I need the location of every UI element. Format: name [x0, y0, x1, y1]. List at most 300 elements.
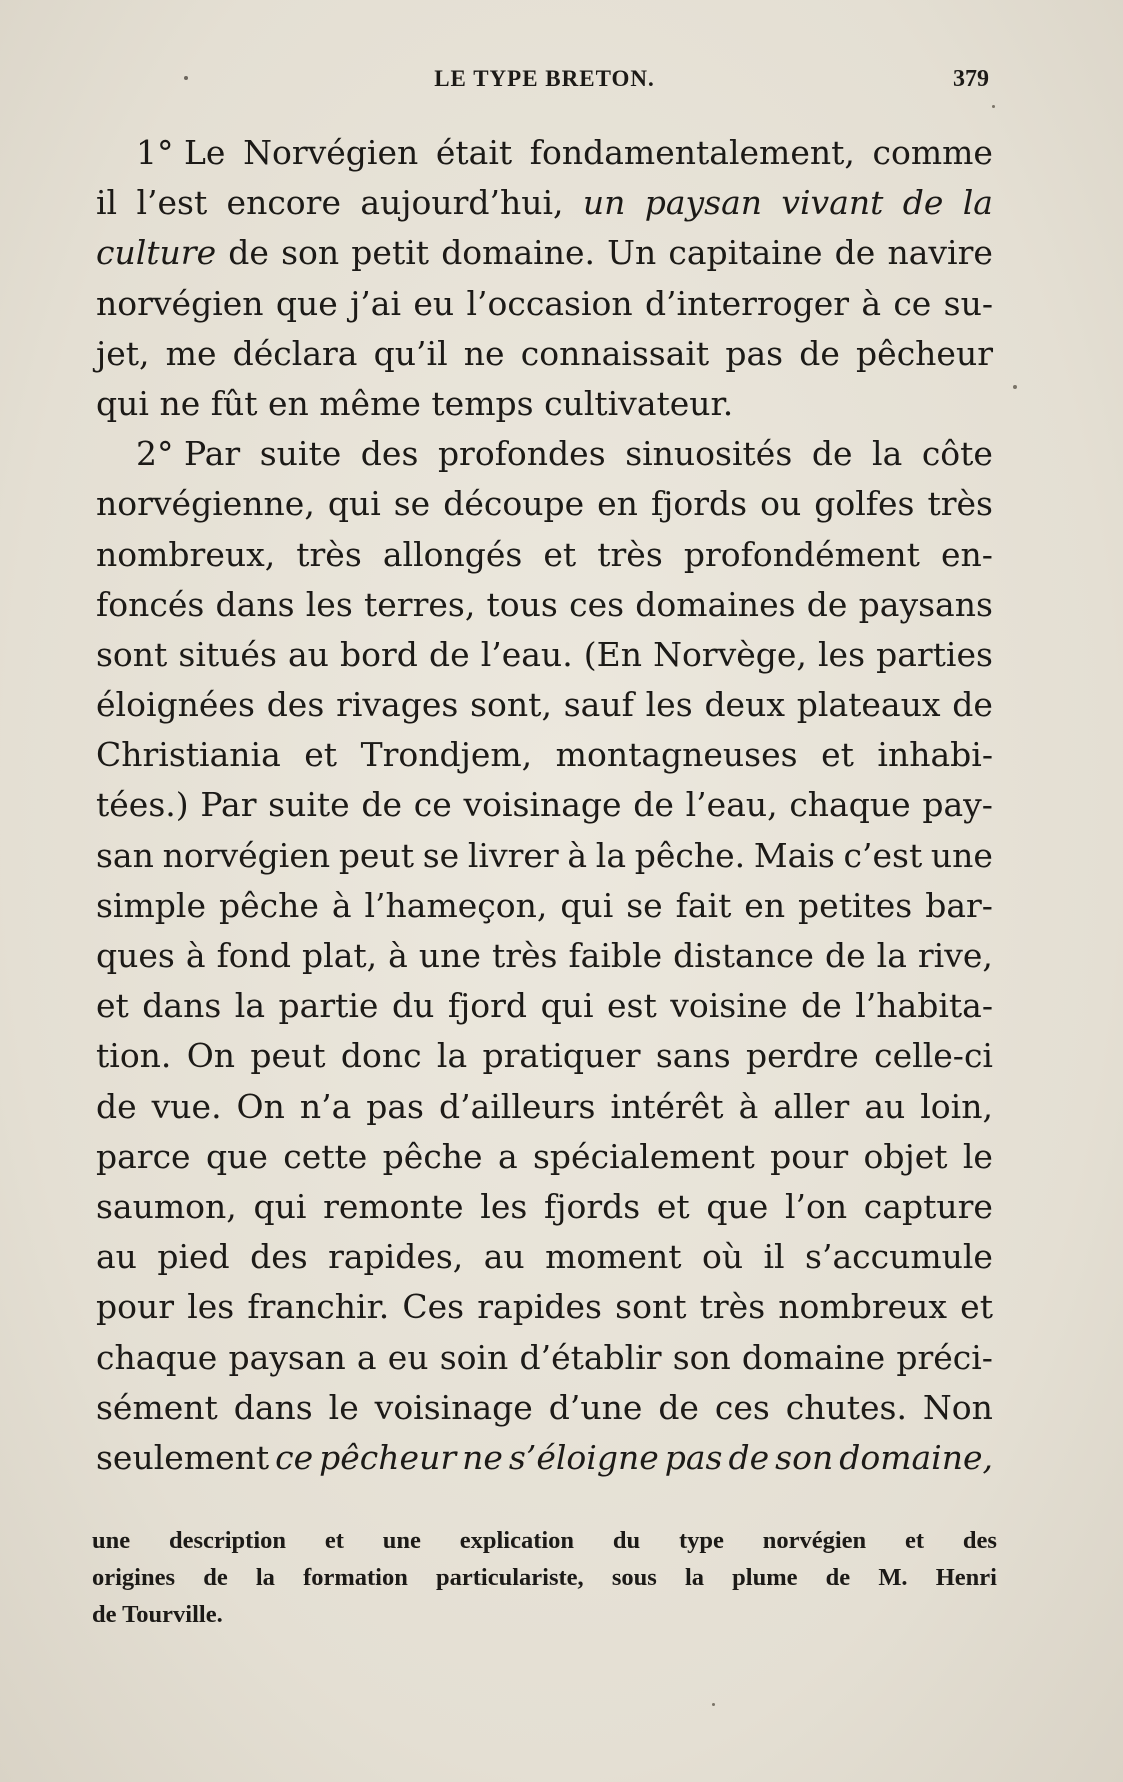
- text-line: [96, 630, 993, 680]
- word: fût: [210, 383, 258, 423]
- word: donc: [340, 1036, 422, 1076]
- word: Christiania: [96, 735, 281, 775]
- italic-word: ne: [462, 1437, 503, 1477]
- word: pas: [725, 333, 784, 373]
- italic-word: de: [902, 183, 944, 223]
- italic-word: culture: [96, 233, 217, 273]
- word: de: [228, 233, 269, 273]
- footnote-word: et: [904, 1527, 925, 1554]
- word: Norvège,: [653, 634, 807, 674]
- word: dans: [142, 986, 222, 1026]
- footnote-word: explication: [459, 1527, 575, 1554]
- word: partie: [278, 986, 379, 1026]
- word: sont,: [470, 685, 552, 725]
- text-line: [96, 1433, 993, 1483]
- text-line: [96, 780, 993, 830]
- text-line: [96, 1031, 993, 1081]
- word: nombreux,: [96, 534, 276, 574]
- word: tées.): [96, 785, 189, 825]
- word: et: [304, 735, 338, 775]
- word: de: [806, 584, 848, 624]
- word: de: [801, 986, 842, 1026]
- footnote-word: des: [962, 1527, 997, 1554]
- word: les: [645, 685, 693, 725]
- body-text: [96, 128, 993, 1483]
- word: se: [422, 835, 460, 875]
- word: rive,: [917, 936, 993, 975]
- word: vue.: [151, 1086, 222, 1126]
- word: il: [763, 1237, 785, 1277]
- word: faible: [568, 936, 663, 975]
- word: de: [633, 785, 674, 825]
- word: On: [236, 1086, 285, 1126]
- word: de: [96, 1086, 137, 1126]
- word: profondes: [437, 434, 606, 474]
- word: il: [96, 183, 118, 223]
- word: parce: [96, 1136, 191, 1176]
- word: peut: [338, 835, 414, 875]
- word: éloignées: [96, 685, 255, 725]
- word: perdre: [745, 1036, 859, 1076]
- word: au: [864, 1086, 906, 1126]
- word: d’ailleurs: [438, 1086, 596, 1126]
- word: une: [418, 936, 481, 975]
- word: jet,: [96, 333, 150, 373]
- word: chutes.: [785, 1387, 907, 1427]
- text-line: [96, 881, 993, 931]
- word: sont: [615, 1287, 687, 1327]
- word: des: [250, 1237, 308, 1277]
- word: voisinage: [374, 1387, 533, 1427]
- word: eu: [413, 283, 455, 323]
- word: de: [824, 936, 866, 975]
- word: de: [811, 434, 853, 474]
- text-line: [96, 1082, 993, 1132]
- word: d’une: [548, 1387, 643, 1427]
- word: domaine: [741, 1337, 886, 1377]
- text-line: [96, 1232, 993, 1282]
- word: les: [480, 1186, 528, 1226]
- word: qui: [253, 1186, 307, 1226]
- word: pour: [96, 1287, 175, 1327]
- word: qu’il: [373, 333, 448, 373]
- word: était: [435, 133, 513, 172]
- word: comme: [872, 133, 993, 172]
- footnote-word: de: [825, 1564, 851, 1591]
- word: rapides,: [328, 1237, 464, 1277]
- text-line: [96, 680, 993, 730]
- footnote-word: la: [684, 1564, 704, 1591]
- word: en: [267, 383, 309, 423]
- word: en: [744, 885, 786, 925]
- word: chaque: [789, 785, 911, 825]
- word: foncés: [96, 584, 205, 624]
- footnote-word: et: [324, 1527, 344, 1554]
- footnote-line: [92, 1559, 997, 1596]
- word: ce: [413, 785, 452, 825]
- word: l’eau,: [685, 785, 778, 825]
- word: pour: [770, 1136, 849, 1176]
- word: fait: [675, 885, 732, 925]
- word: me: [165, 333, 217, 373]
- italic-word: son: [775, 1437, 834, 1477]
- word: bord: [339, 634, 418, 674]
- word: moment: [545, 1237, 682, 1277]
- word: rivages: [336, 685, 459, 725]
- word: l’hameçon,: [364, 885, 548, 925]
- text-line: [96, 580, 993, 630]
- word: a: [497, 1136, 518, 1176]
- word: fjord: [447, 986, 528, 1026]
- text-line: [96, 379, 993, 429]
- word: à: [861, 283, 881, 323]
- word: norvégienne,: [96, 484, 315, 524]
- word: aujourd’hui,: [360, 183, 564, 223]
- word: même: [319, 383, 421, 423]
- word: plat,: [302, 936, 378, 975]
- text-line: [96, 831, 993, 881]
- word: plateaux: [796, 685, 941, 725]
- word: Non: [922, 1387, 993, 1427]
- word: suite: [268, 785, 350, 825]
- word: nombreux: [778, 1287, 948, 1327]
- word: des: [266, 685, 325, 725]
- word: san: [96, 835, 154, 875]
- text-line: [96, 1282, 993, 1332]
- word: distance: [673, 936, 814, 975]
- word: qui: [540, 986, 594, 1026]
- word: remonte: [323, 1186, 464, 1226]
- word: (En: [583, 634, 642, 674]
- word: d’établir: [519, 1337, 662, 1377]
- text-line: [96, 530, 993, 580]
- footnote-word: type: [678, 1527, 724, 1554]
- word: fjords: [650, 484, 748, 524]
- footnote-word: sous: [611, 1564, 657, 1591]
- word: Norvégien: [243, 133, 419, 172]
- text-line: [96, 178, 993, 228]
- italic-word: vivant: [781, 183, 884, 223]
- word: la: [876, 936, 907, 975]
- word: bar-: [925, 885, 993, 925]
- page-header: [96, 62, 993, 102]
- word: son: [281, 233, 340, 273]
- word: sauf: [563, 685, 634, 725]
- word: ou: [760, 484, 802, 524]
- italic-word: paysan: [644, 183, 763, 223]
- word: spécialement: [533, 1136, 755, 1176]
- word: très: [296, 534, 362, 574]
- footnote-word: origines: [92, 1564, 176, 1591]
- word: très: [597, 534, 663, 574]
- word: les: [305, 584, 353, 624]
- word: pêche: [382, 1136, 483, 1176]
- word: en-: [941, 534, 993, 574]
- word: qui: [96, 383, 149, 423]
- text-line: [96, 279, 993, 329]
- word: tous: [486, 584, 558, 624]
- word: celle-ci: [874, 1036, 993, 1076]
- word: pay-: [922, 785, 993, 825]
- text-line: [96, 228, 993, 278]
- ink-speck: [712, 1703, 715, 1706]
- ink-speck: [992, 105, 995, 108]
- word: inhabi-: [877, 735, 993, 775]
- running-head: LE TYPE BRETON.: [434, 66, 655, 91]
- word: ne: [159, 383, 201, 423]
- word: Trondjem,: [360, 735, 533, 775]
- word: et: [96, 986, 129, 1026]
- footnote-word: Henri: [935, 1564, 997, 1591]
- word: deux: [704, 685, 785, 725]
- word: l’habita-: [855, 986, 993, 1026]
- word: la: [436, 1036, 468, 1076]
- word: le: [962, 1136, 993, 1176]
- word: très: [699, 1287, 766, 1327]
- footnote-word: plume: [732, 1564, 798, 1591]
- italic-word: ce: [275, 1437, 314, 1477]
- footnote-word: de: [203, 1564, 228, 1591]
- word: cette: [283, 1136, 368, 1176]
- word: à: [388, 936, 408, 975]
- word: pas: [366, 1086, 424, 1126]
- page-number: 379: [953, 66, 989, 92]
- word: fond: [216, 936, 292, 975]
- word: n’a: [299, 1086, 352, 1126]
- word: norvégien: [96, 283, 264, 323]
- word: qui: [327, 484, 381, 524]
- word: Ces: [402, 1287, 465, 1327]
- word: rapides: [477, 1287, 602, 1327]
- word: saumon,: [96, 1186, 237, 1226]
- word: se: [626, 885, 663, 925]
- word: sément: [96, 1387, 218, 1427]
- word: paysans: [858, 584, 993, 624]
- word: j’ai: [350, 283, 402, 323]
- word: golfes: [814, 484, 915, 524]
- text-line: [96, 329, 993, 379]
- italic-word: pas: [664, 1437, 723, 1477]
- footnote-word: formation: [303, 1564, 408, 1591]
- word: allongés: [382, 534, 523, 574]
- word: et: [543, 534, 577, 574]
- ink-speck: [1013, 385, 1017, 389]
- text-line: [96, 1132, 993, 1182]
- footnote-word: la: [255, 1564, 275, 1591]
- footnote-line: de Tourville.: [92, 1601, 223, 1628]
- word: ces: [569, 584, 625, 624]
- word: où: [701, 1237, 744, 1277]
- word: connaissait: [520, 333, 710, 373]
- italic-word: s’éloigne: [508, 1437, 659, 1477]
- word: capitaine: [668, 233, 823, 273]
- word: livrer: [467, 835, 559, 875]
- word: objet: [863, 1136, 948, 1176]
- word: de: [361, 785, 403, 825]
- text-line: [96, 1333, 993, 1383]
- word: les: [187, 1287, 235, 1327]
- word: 1° Le: [136, 133, 226, 172]
- italic-word: pêcheur: [319, 1437, 457, 1477]
- word: su-: [943, 283, 993, 323]
- word: sinuosités: [625, 434, 793, 474]
- word: petit: [351, 233, 430, 273]
- word: domaines: [635, 584, 796, 624]
- word: au: [287, 634, 329, 674]
- word: des: [360, 434, 419, 474]
- word: Par: [200, 785, 257, 825]
- word: a: [356, 1337, 377, 1377]
- word: fondamentalement,: [529, 133, 855, 172]
- word: intérêt: [610, 1086, 724, 1126]
- word: la: [234, 986, 266, 1026]
- word: capture: [863, 1186, 993, 1226]
- word: l’on: [784, 1186, 848, 1226]
- word: voisine: [670, 986, 788, 1026]
- word: d’interroger: [644, 283, 849, 323]
- word: suite: [259, 434, 342, 474]
- word: préci-: [896, 1337, 993, 1377]
- word: du: [391, 986, 435, 1026]
- text-line: [96, 931, 993, 981]
- word: loin,: [920, 1086, 993, 1126]
- word: encore: [226, 183, 341, 223]
- word: domaine.: [441, 233, 595, 273]
- text-line: [96, 1182, 993, 1232]
- word: l’est: [136, 183, 208, 223]
- text-line: [96, 981, 993, 1031]
- text-line: [96, 479, 993, 529]
- word: soin: [439, 1337, 509, 1377]
- word: chaque: [96, 1337, 218, 1377]
- word: déclara: [232, 333, 358, 373]
- italic-word: un: [582, 183, 626, 223]
- word: au: [483, 1237, 525, 1277]
- footnote-word: une: [92, 1527, 131, 1554]
- footnote-line: [92, 1522, 997, 1559]
- word: Mais: [753, 835, 835, 875]
- word: temps: [431, 383, 534, 423]
- word: profondément: [683, 534, 920, 574]
- word: paysan: [228, 1337, 346, 1377]
- word: ne: [463, 333, 505, 373]
- word: que: [205, 1136, 268, 1176]
- word: le: [328, 1387, 359, 1427]
- word: à: [567, 835, 588, 875]
- word: petites: [798, 885, 913, 925]
- word: eu: [387, 1337, 429, 1377]
- word: aller: [773, 1086, 850, 1126]
- word: c’est: [843, 835, 923, 875]
- word: côte: [921, 434, 993, 474]
- word: se: [393, 484, 431, 524]
- word: la: [595, 835, 627, 875]
- footnote-word: description: [168, 1527, 287, 1554]
- word: 2° Par: [136, 434, 241, 474]
- footnote-word: particulariste,: [436, 1564, 584, 1591]
- footnote-word: du: [612, 1527, 641, 1554]
- word: pêche: [218, 885, 319, 925]
- word: l’occasion: [466, 283, 633, 323]
- word: que: [706, 1186, 769, 1226]
- footnote-word: norvégien: [762, 1527, 867, 1554]
- word: l’eau.: [480, 634, 573, 674]
- text-line: [96, 429, 993, 479]
- word: dans: [215, 584, 295, 624]
- word: sans: [655, 1036, 731, 1076]
- word: pêche.: [634, 835, 746, 875]
- word: ces: [714, 1387, 770, 1427]
- word: de: [799, 333, 840, 373]
- word: norvégien: [162, 835, 331, 875]
- word: situés: [178, 634, 277, 674]
- word: fjords: [544, 1186, 641, 1226]
- word: s’accumule: [805, 1237, 993, 1277]
- word: en: [597, 484, 638, 524]
- word: parties: [876, 634, 993, 674]
- word: et: [656, 1186, 690, 1226]
- word: au: [96, 1237, 137, 1277]
- word: peut: [250, 1036, 326, 1076]
- word: à: [331, 885, 352, 925]
- italic-word: domaine,: [839, 1437, 993, 1477]
- word: pratiquer: [482, 1036, 641, 1076]
- word: de: [428, 634, 470, 674]
- word: et: [821, 735, 854, 775]
- word: simple: [96, 885, 206, 925]
- word: et: [960, 1287, 993, 1327]
- footnote: [92, 1522, 997, 1633]
- word: de: [658, 1387, 699, 1427]
- word: navire: [887, 233, 993, 273]
- word: les: [817, 634, 866, 674]
- word: la: [872, 434, 903, 474]
- text-line: [96, 128, 993, 178]
- footnote-word: M.: [878, 1564, 908, 1591]
- word: seulement: [96, 1437, 270, 1477]
- word: son: [672, 1337, 731, 1377]
- word: tion.: [96, 1036, 172, 1076]
- word: pêcheur: [856, 333, 993, 373]
- word: Un: [607, 233, 657, 273]
- italic-word: la: [962, 183, 993, 223]
- italic-word: de: [728, 1437, 770, 1477]
- word: cultivateur.: [544, 383, 734, 423]
- text-line: [96, 1383, 993, 1433]
- word: pied: [157, 1237, 230, 1277]
- word: à: [738, 1086, 759, 1126]
- word: à: [185, 936, 206, 975]
- word: qui: [560, 885, 614, 925]
- word: que: [275, 283, 338, 323]
- word: terres,: [364, 584, 476, 624]
- word: ce: [893, 283, 932, 323]
- word: très: [927, 484, 993, 524]
- word: franchir.: [247, 1287, 390, 1327]
- word: dans: [233, 1387, 313, 1427]
- word: de: [952, 685, 993, 725]
- word: montagneuses: [555, 735, 798, 775]
- word: une: [930, 835, 993, 875]
- word: de: [834, 233, 876, 273]
- word: découpe: [443, 484, 585, 524]
- word: très: [491, 936, 558, 975]
- word: ques: [96, 936, 175, 975]
- word: voisinage: [463, 785, 622, 825]
- text-line: [96, 730, 993, 780]
- footnote-word: une: [382, 1527, 421, 1554]
- word: sont: [96, 634, 168, 674]
